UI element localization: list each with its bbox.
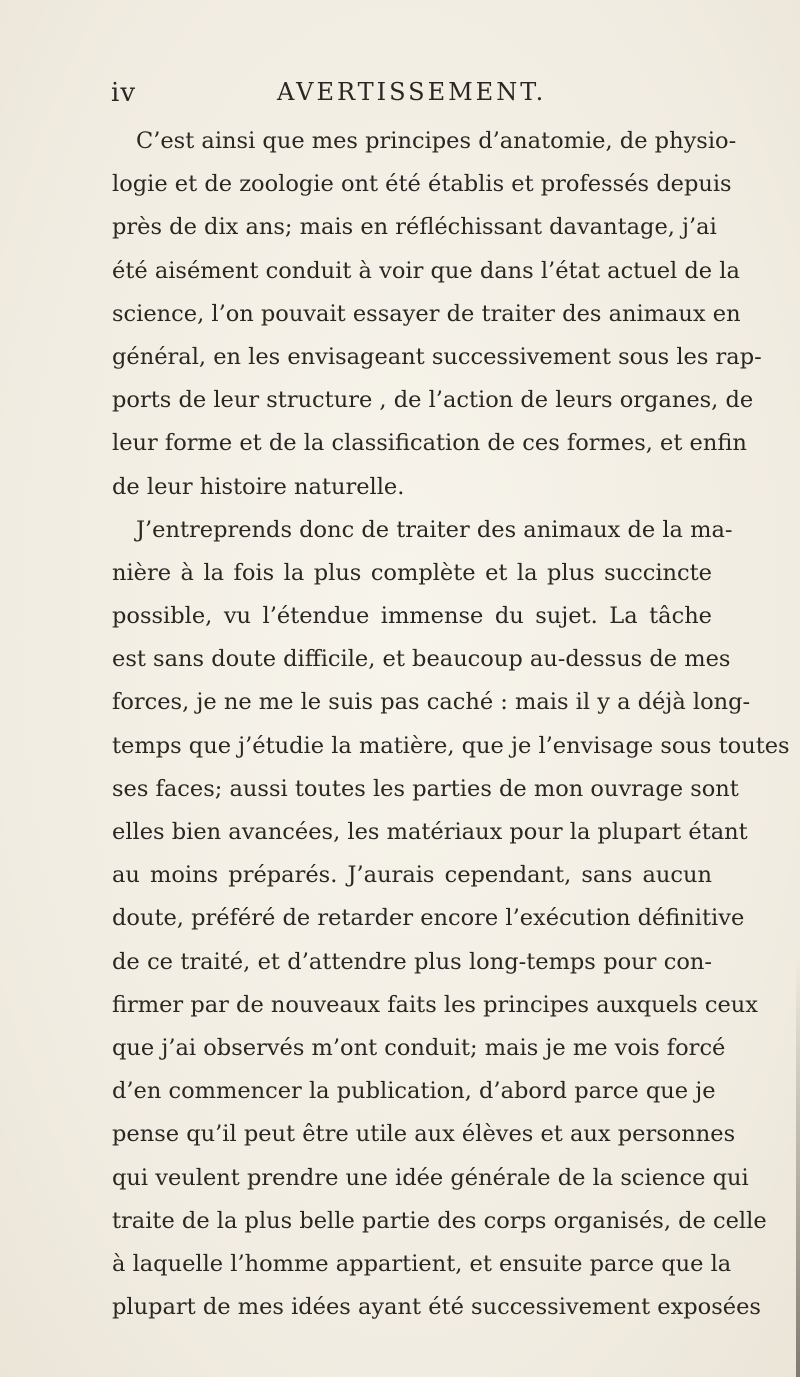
text-line: au moins préparés. J’aurais cependant, sans aucun [112, 862, 712, 889]
text-line: pense qu’il peut être utile aux élèves et aux personnes [112, 1121, 736, 1148]
text-line: à laquelle l’homme appartient, et ensuite parce que la [112, 1250, 732, 1277]
page-header [111, 78, 671, 118]
page-number: iv [111, 78, 137, 108]
text-line: que j’ai observés m’ont conduit; mais je me vois forcé [112, 1034, 726, 1061]
text-line: leur forme et de la classification de ces formes, et enfin [112, 430, 747, 457]
text-line: traite de la plus belle partie des corps organisés, de celle [112, 1207, 767, 1234]
text-line: été aisément conduit à voir que dans l’état actuel de la [112, 257, 740, 284]
text-line: science, l’on pouvait essayer de traiter des animaux en [112, 300, 741, 327]
text-line: temps que j’étudie la matière, que je l’envisage sous toutes [112, 732, 790, 759]
running-head: AVERTISSEMENT. [277, 78, 547, 106]
text-line: doute, préféré de retarder encore l’exécution définitive [112, 905, 745, 932]
text-line: ses faces; aussi toutes les parties de mon ouvrage sont [112, 775, 739, 802]
text-line: général, en les envisageant successivement sous les rap- [112, 343, 762, 370]
text-line: nière à la fois la plus complète et la plus succincte [112, 559, 712, 586]
body-text [112, 120, 790, 1329]
text-line: forces, je ne me le suis pas caché : mais il y a déjà long- [112, 689, 751, 716]
text-line: qui veulent prendre une idée générale de la science qui [112, 1164, 749, 1191]
text-line: d’en commencer la publication, d’abord parce que je [112, 1078, 716, 1105]
text-line: est sans doute difficile, et beaucoup au-dessus de mes [112, 646, 731, 673]
page-edge-shadow [796, 960, 800, 1377]
text-line: elles bien avancées, les matériaux pour la plupart étant [112, 819, 748, 845]
text-line: près de dix ans; mais en réfléchissant davantage, j’ai [112, 214, 717, 241]
text-line: plupart de mes idées ayant été successivement exposées [112, 1294, 761, 1321]
text-line: C’est ainsi que mes principes d’anatomie, de physio- [136, 128, 737, 154]
text-line: J’entreprends donc de traiter des animaux de la ma- [136, 516, 733, 543]
text-line: de leur histoire naturelle. [112, 473, 405, 500]
text-line: ports de leur structure , de l’action de leurs organes, de [112, 387, 754, 414]
text-line: de ce traité, et d’attendre plus long-temps pour con- [112, 948, 712, 975]
text-line: logie et de zoologie ont été établis et professés depuis [112, 171, 732, 198]
text-line: firmer par de nouveaux faits les principes auxquels ceux [112, 991, 758, 1018]
text-line: possible, vu l’étendue immense du sujet. La tâche [112, 603, 712, 630]
